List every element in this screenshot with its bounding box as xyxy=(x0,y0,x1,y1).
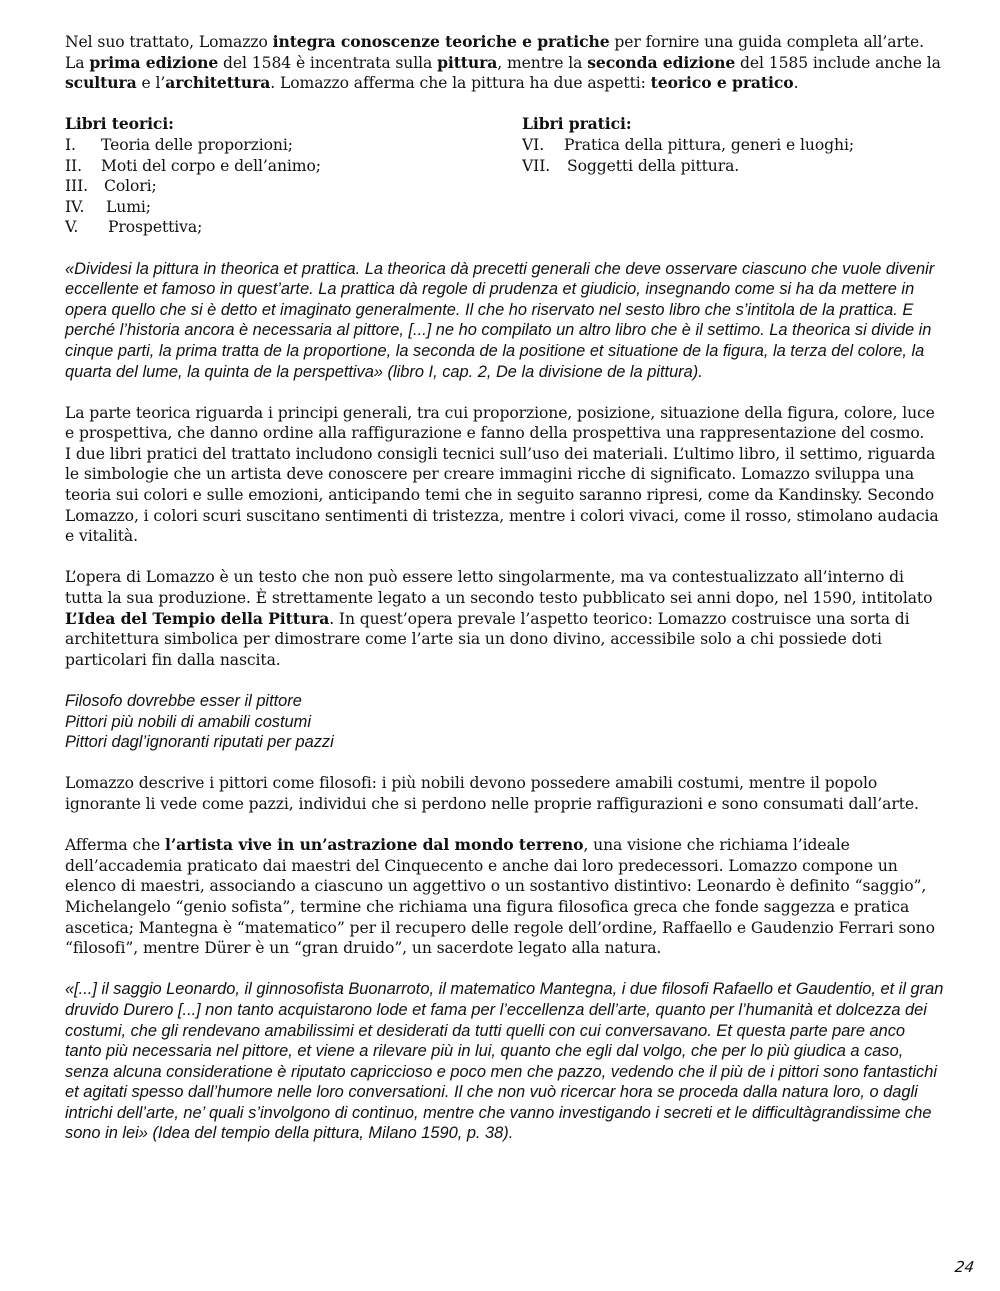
book-number: III. xyxy=(65,177,89,196)
book-label: Pratica della pittura, generi e luoghi; xyxy=(564,135,854,154)
paragraph-masters xyxy=(65,835,945,959)
quote-idea: «[...] il saggio Leonardo, il ginnosofista Buonarroto, il matematico Mantegna, i due filosofi Rafaello et Gaudentio, et il gran druvido Durero [...] non tanto acquistarono lode et fama per l’eccellenza dell’arte, quanto per l’humanità et dolcezza dei costumi, che gli rendevano amabilissimi et desiderati da tutti quelli con cui conversavano. Et questa parte pare anco tanto più necessaria nel pittore, et viene a rilevare più in lui, quanto che egli dal volgo, che per lo più giudica a caso, senza alcuna consideratione è riputato capriccioso e poco men che pazzo, vedendo che il più de i pittori sono fantastichi et agitati spesso dall’humore nelle loro conversationi. Il che non vuò ricercar hora se proceda dalla natura loro, o dagli intrichi dell’arte, ne’ quali s’involgono di continuo, mentre che vanno investigando i secreti et le difficultàgrandissime che sono in lei» (Idea del tempio della pittura, Milano 1590, p. 38). xyxy=(65,980,944,1143)
paragraph-text: L’opera di Lomazzo è un testo che non può essere letto singolarmente, ma va contestualizzato all’interno di tutta la sua produzione. È strettamente legato a un secondo testo pubblicato sei anni dopo, nel 1590, intitolato xyxy=(65,568,933,608)
book-number: VII. xyxy=(522,156,551,175)
paragraph-text: Afferma che xyxy=(65,836,166,855)
book-label: Prospettiva; xyxy=(108,218,203,237)
chapter-title: Pittori dagl’ignoranti riputati per pazzi xyxy=(65,733,334,752)
chapter-title: Filosofo dovrebbe esser il pittore xyxy=(65,692,302,710)
book-number: VI. xyxy=(522,135,545,154)
quote-trattato: «Dividesi la pittura in theorica et prattica. La theorica dà precetti generali che deve osservare ciascuno che vuole divenir eccellente et famoso in quest’arte. La prattica dà regole di prudenza et giudicio, insegnando come si ha da mettere in opera quello che si è detto et imaginato generalmente. Il che ho riservato nel sesto libro che s’intitola de la prattica. E perché l’historia ancora è necessaria al pittore, [...] ne ho compilato un altro libro che è il settimo. La theorica si divide in cinque parti, la prima tratta de la proportione, la seconda de la positione et situatione de la figura, la terza del colore, la quarta del lume, la quinta de la perspettiva» (libro I, cap. 2, De la divisione de la pittura). xyxy=(65,259,935,381)
chapter-title: Pittori più nobili di amabili costumi xyxy=(65,712,311,731)
intro-paragraph xyxy=(65,32,945,94)
intro-text: . xyxy=(793,74,799,93)
page-number: 24 xyxy=(953,1258,976,1276)
intro-text: del 1585 include anche la xyxy=(735,53,941,72)
book-item xyxy=(65,197,522,218)
book-label: Lumi; xyxy=(106,197,151,216)
book-number: V. xyxy=(65,218,79,237)
books-columns xyxy=(65,114,945,238)
paragraph-bold: l’artista vive in un’astrazione dal mondo terreno xyxy=(165,835,584,855)
intro-text: per fornire una guida completa all’arte. La xyxy=(65,33,924,72)
book-item xyxy=(65,135,522,156)
paragraph-painters: Lomazzo descrive i pittori come filosofi: i più nobili devono possedere amabili costumi, mentre il popolo ignorante li vede come pazzi, individui che si perdono nelle proprie raffigurazioni e sono consumati dall’arte. xyxy=(65,774,919,813)
book-label: Colori; xyxy=(104,177,157,196)
practical-books xyxy=(522,114,942,238)
page-content xyxy=(65,32,945,1144)
book-title: L’Idea del Tempio della Pittura xyxy=(65,608,330,628)
paragraph-practice: I due libri pratici del trattato includono consigli tecnici sull’uso dei materiali. L’ultimo libro, il settimo, riguarda le simbologie che un artista deve conoscere per creare immagini ricche di significato. Lomazzo sviluppa una teoria sui colori e sulle emozioni, anticipando temi che in seguito saranno ripresi, come da Kandinsky. Secondo Lomazzo, i colori scuri suscitano sentimenti di tristezza, mentre i colori vivaci, come il rosso, stimolano audacia e vitalità. xyxy=(65,444,939,546)
paragraph-idea-tempio xyxy=(65,567,945,670)
intro-bold: prima edizione xyxy=(89,52,219,72)
theoretical-heading: Libri teorici: xyxy=(65,114,174,134)
intro-text: , mentre la xyxy=(497,53,588,72)
intro-bold: integra conoscenze teoriche e pratiche xyxy=(272,32,610,51)
book-label: Moti del corpo e dell’animo; xyxy=(101,156,321,175)
intro-bold: seconda edizione xyxy=(587,52,736,72)
book-label: Soggetti della pittura. xyxy=(567,156,740,175)
paragraph-text: , una visione che richiama l’ideale dell’accademia praticato dai maestri del Cinquecento e anche dai loro predecessori. Lomazzo compone un elenco di maestri, associando a ciascuno un aggettivo o un sostantivo distintivo: Leonardo è definito “saggio”, Michelangelo “genio sofista”, termine che richiama una figura filosofica greca che fonde saggezza e pratica ascetica; Mantegna è “matematico” per il recupero delle regole dell’ordine, Raffaello e Gaudenzio Ferrari sono “filosofi”, mentre Dürer è un “gran druido”, un sacerdote legato alla natura. xyxy=(65,836,935,958)
intro-text: e l’ xyxy=(136,74,166,93)
book-item xyxy=(522,135,942,156)
intro-bold: pittura xyxy=(437,52,498,72)
book-label: Teoria delle proporzioni; xyxy=(101,135,293,154)
paragraph-theory: La parte teorica riguarda i principi generali, tra cui proporzione, posizione, situazione della figura, colore, luce e prospettiva, che danno ordine alla raffigurazione e fanno della prospettiva una rappresentazione del cosmo. xyxy=(65,403,935,443)
theoretical-books xyxy=(65,114,522,238)
paragraph-text: . In quest’opera prevale l’aspetto teorico: Lomazzo costruisce una sorta di architettura simbolica per dimostrare come l’arte sia un dono divino, accessibile solo a chi possiede doti particolari fin dalla nascita. xyxy=(65,609,910,669)
intro-bold: scultura xyxy=(65,73,137,93)
book-number: IV. xyxy=(65,197,85,216)
book-item xyxy=(65,156,522,177)
intro-text: del 1584 è incentrata sulla xyxy=(218,53,438,72)
book-item xyxy=(65,217,522,238)
intro-text: Nel suo trattato, Lomazzo xyxy=(65,33,273,51)
book-item xyxy=(522,156,942,177)
intro-bold: architettura xyxy=(165,73,271,93)
book-number: II. xyxy=(65,156,82,175)
book-number: I. xyxy=(65,135,76,154)
practical-heading: Libri pratici: xyxy=(522,114,632,134)
intro-text: . Lomazzo afferma che la pittura ha due aspetti: xyxy=(270,74,651,93)
intro-bold: teorico e pratico xyxy=(650,73,794,93)
book-item xyxy=(65,176,522,197)
